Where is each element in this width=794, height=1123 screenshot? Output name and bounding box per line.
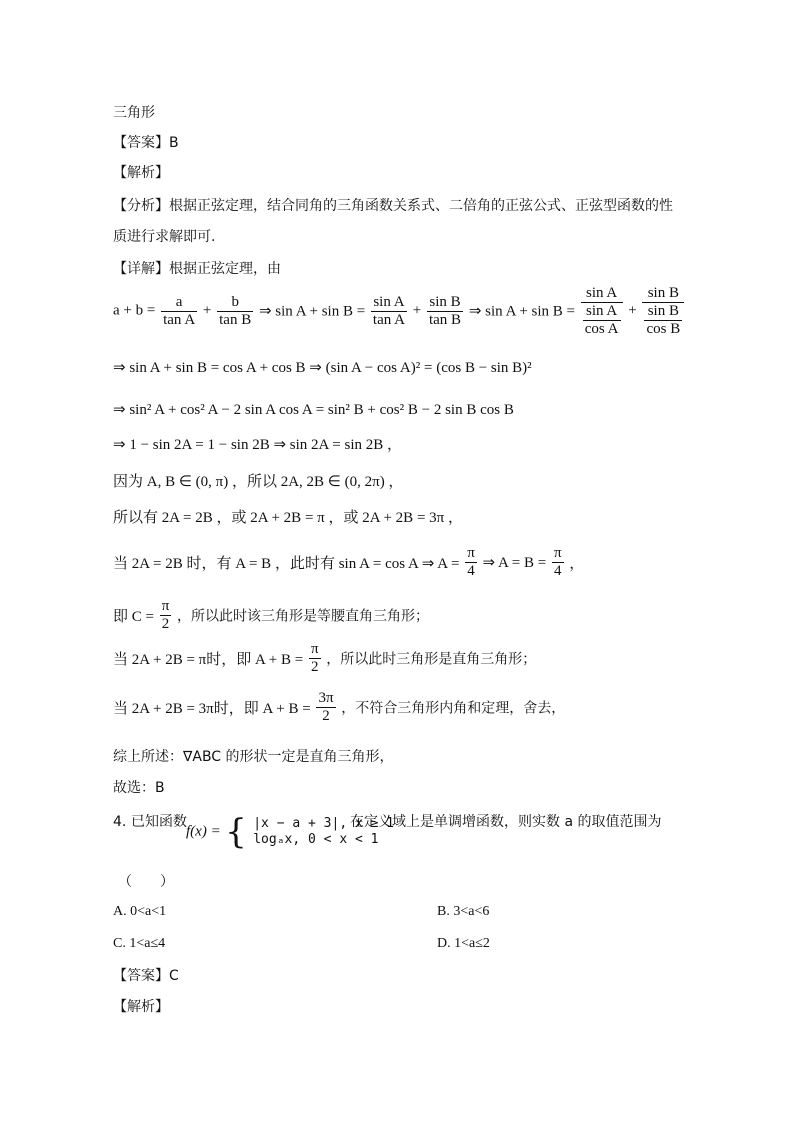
fraction: $\frac{b}{\text{tan B}}$ [219, 293, 252, 328]
analysis-heading: 【解析】 [113, 165, 169, 181]
equation-3: ⇒ sin² A + cos² A − 2 sin A cos A = sin² B + cos² B − 2 sin B cos B [113, 402, 514, 418]
option-a: A. 0<a<1 [113, 904, 167, 919]
text-line: 三角形 [113, 105, 155, 121]
analysis-heading: 【解析】 [113, 999, 169, 1015]
choice-text: 故选：B [113, 780, 165, 796]
case-1-line: 当 2A = 2B 时，有 A = B ，此时有 sin A = cos A ⇒ A = $\frac{\pi}{4}$ ⇒ A = B = $\frac{\pi}{4}$ ， [113, 545, 585, 579]
fraction: $\frac{a}{\text{tan A}}$ [163, 293, 196, 328]
fraction: $\frac{\text{sin B}}{\text{tan B}}$ [428, 293, 462, 328]
question-text: 在定义域上是单调增函数，则实数 a 的取值范围为 [350, 814, 662, 830]
piecewise-function: f(x) = { |x − a + 3|, x ≥ 1 logₐx, 0 < x < 1 [186, 812, 395, 852]
analysis-text: 【分析】根据正弦定理，结合同角的三角函数关系式、二倍角的正弦公式、正弦型函数的性 [113, 198, 673, 214]
range-statement: 因为 A, B ∈ (0, π) ，所以 2A, 2B ∈ (0, 2π) ， [113, 474, 404, 490]
detail-heading: 【详解】根据正弦定理，由 [113, 261, 281, 277]
fraction-3pi-2: $\frac{3\pi}{2}$ [318, 690, 334, 724]
fraction-pi-4: $\frac{\pi}{4}$ [467, 545, 475, 579]
question-text: 已知函数 [131, 814, 187, 830]
plus-sign: + [412, 302, 422, 319]
compound-fraction: $\frac{\text{sin B}}{\frac{\text{sin B}}{\text{cos B}}}$ [642, 284, 684, 338]
eq-lhs: a + b = [113, 302, 156, 319]
equation-1 [113, 284, 686, 338]
answer-parens: （ ） [118, 874, 174, 890]
case-3-line: 当 2A + 2B = 3π时，即 A + B = $\frac{3\pi}{2}$ ，不符合三角形内角和定理，舍去， [113, 690, 566, 724]
fraction: $\frac{\text{sin A}}{\text{tan A}}$ [372, 293, 406, 328]
plus-sign: + [628, 302, 637, 319]
fraction-pi-4: $\frac{\pi}{4}$ [553, 545, 562, 579]
brace-icon: { [225, 812, 247, 852]
case-2-line: 当 2A + 2B = π时，即 A + B = $\frac{\pi}{2}$ ，所以此时三角形是直角三角形； [113, 641, 537, 675]
plus-sign: + [202, 302, 212, 319]
equation-4: ⇒ 1 − sin 2A = 1 − sin 2B ⇒ sin 2A = sin 2B ， [113, 437, 403, 453]
fraction-pi-2: $\frac{\pi}{2}$ [310, 641, 319, 675]
case-row: |x − a + 3|, x ≥ 1 [253, 816, 395, 831]
question-number: 4. [113, 814, 127, 830]
option-b: B. 3<a<6 [437, 904, 490, 919]
answer-label: 【答案】B [113, 135, 179, 151]
case-1-conclusion: 即 C = $\frac{\pi}{2}$ ，所以此时该三角形是等腰直角三角形； [113, 598, 430, 632]
answer-label: 【答案】C [113, 968, 179, 984]
summary-text: 综上所述：∇ABC 的形状一定是直角三角形， [113, 749, 394, 765]
compound-fraction: $\frac{\text{sin A}}{\frac{\text{sin A}}{\text{cos A}}}$ [581, 284, 623, 338]
equation-2: ⇒ sin A + sin B = cos A + cos B ⇒ (sin A − cos A)² = (cos B − sin B)² [113, 360, 532, 376]
case-row: logₐx, 0 < x < 1 [253, 832, 379, 847]
fraction-pi-2: $\frac{\pi}{2}$ [161, 598, 170, 632]
option-c: C. 1<a≤4 [113, 936, 166, 951]
implication: ⇒ sin A + sin B = [258, 303, 366, 320]
option-d: D. 1<a≤2 [437, 936, 490, 951]
cases-statement: 所以有 2A = 2B ，或 2A + 2B = π ，或 2A + 2B = 3π ， [113, 510, 463, 526]
implication: ⇒ sin A + sin B = [468, 303, 576, 320]
analysis-text: 质进行求解即可. [113, 229, 216, 245]
